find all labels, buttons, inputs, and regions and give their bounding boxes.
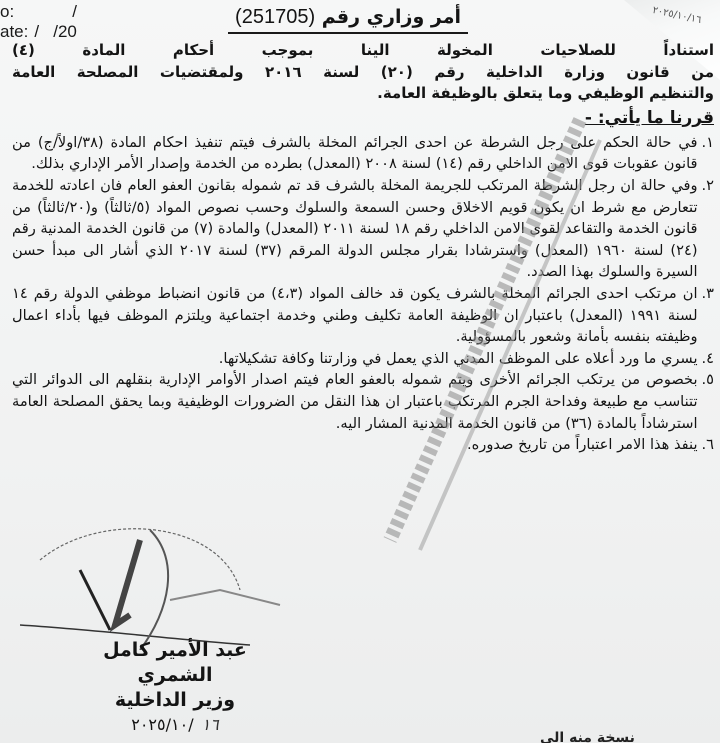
order-number: (251705) xyxy=(235,6,316,28)
printed-date: ٢٠٢٥/١٠/ xyxy=(131,715,194,734)
handwritten-day: ١٦ xyxy=(201,715,219,734)
preamble-line: من قانون وزارة الداخلية رقم (٢٠) لسنة ٢٠١٦ ولمقتضيات المصلحة العامة xyxy=(12,62,715,81)
signatory-title: وزير الداخلية xyxy=(114,689,236,711)
signature-block xyxy=(70,638,280,737)
item-number: ٦. xyxy=(701,436,714,454)
ref-date-row xyxy=(0,22,77,42)
list-item xyxy=(12,132,714,175)
item-text: بخصوص من يرتكب الجرائم الأخرى ويتم شموله بالعفو العام فيتم اصدار الأوامر الإدارية بنقلهم الى الدوائر التي تتناسب مع طبيعة وفداحة الجرم المرتكب باعتبار ان هذا النقل من الضرورات الوظيفية وبما يحقق المصلحة العامة استرشاداً بالمادة (٣٦) من قانون الخدمة المدنية المشار اليه. xyxy=(12,371,698,432)
list-item xyxy=(12,434,714,456)
list-item xyxy=(12,348,714,370)
list-item xyxy=(12,283,714,348)
signatory-name: عبد الأمير كامل الشمري xyxy=(103,639,247,686)
item-text: ينفذ هذا الامر اعتباراً من تاريخ صدوره. xyxy=(467,436,698,454)
distribution-line-partial: نسخة منه الى xyxy=(540,730,635,743)
ref-number-value: / xyxy=(72,2,77,21)
item-text: ان مرتكب احدى الجرائم المخلة بالشرف يكون قد خالف المواد (٤،٣) من قانون انضباط موظفي الدولة رقم ١٤ لسنة ١٩٩١ (المعدل) باعتبار ان الوظيفة العامة تكليف وطني وخدمة اجتماعية ويلتزم الموظف فيها بأداء اعمال وظيفته بنفسه بأمانة وشعور بالمسؤولية. xyxy=(12,284,698,346)
preamble-line: والتنظيم الوظيفي وما يتعلق بالوظيفة العامة. xyxy=(377,84,714,103)
ref-number-label: o: xyxy=(0,2,15,21)
item-number: ٤. xyxy=(701,349,714,367)
item-number: ٢. xyxy=(701,176,714,194)
ref-number-row xyxy=(0,2,77,22)
item-text: في حالة الحكم على رجل الشرطة عن احدى الجرائم المخلة بالشرف فيتم تنفيذ احكام المادة (٣٨/اولاً/ج) من قانون عقوبات قوى الامن الداخلي رقم (١٤) لسنة ٢٠٠٨ (المعدل) بطرده من الخدمة وإصدار الأمر الإداري بذلك. xyxy=(12,133,698,173)
document-title xyxy=(228,4,468,34)
decision-heading: قررنا ما يأتي: - xyxy=(584,107,714,128)
list-item xyxy=(12,175,714,283)
item-text: يسري ما ورد أعلاه على الموظف المدني الذي يعمل في وزارتنا وكافة تشكيلاتها. xyxy=(218,349,698,367)
signature-date xyxy=(70,713,280,737)
list-item xyxy=(12,369,714,434)
handwritten-signature-scribble xyxy=(20,520,350,650)
item-text: وفي حالة ان رجل الشرطة المرتكب للجريمة المخلة بالشرف قد تم شموله بقانون العفو العام فان اعادته للخدمة تتعارض مع شرط ان يكون قويم الاخلاق وحسن السمعة والسلوك وحسب نصوص المواد (٥/ثالثاً) و(٢٠/ثالثاً) من قانون الخدمة والتقاعد لقوى الامن الداخلي رقم ١٨ لسنة ٢٠١١ (المعدل) والمادة (٧) من قانون الخدمة المدنية رقم (٢٤) لسنة ١٩٦٠ (المعدل) واسترشادا بقرار مجلس الدولة المرقم (٣٧) لسنة ٢٠١٧ الذي أشار الى مبدأ حسن السيرة والسلوك بهذا الصدد. xyxy=(12,176,698,281)
item-number: ٣. xyxy=(701,284,714,302)
document-body xyxy=(12,40,714,456)
ref-date-label: ate: xyxy=(0,22,29,41)
ref-date-value: / /20 xyxy=(34,22,77,41)
corner-date-stamp: ٢٠٢٥/١٠/١٦ xyxy=(651,4,703,27)
item-number: ٥. xyxy=(701,371,714,389)
preamble xyxy=(12,40,714,105)
preamble-line: استناداً للصلاحيات المخولة الينا بموجب أحكام المادة (٤) xyxy=(12,41,714,59)
reference-block xyxy=(0,2,77,42)
decision-items xyxy=(12,132,714,456)
item-number: ١. xyxy=(701,133,714,151)
title-label: أمر وزاري رقم xyxy=(321,6,461,28)
